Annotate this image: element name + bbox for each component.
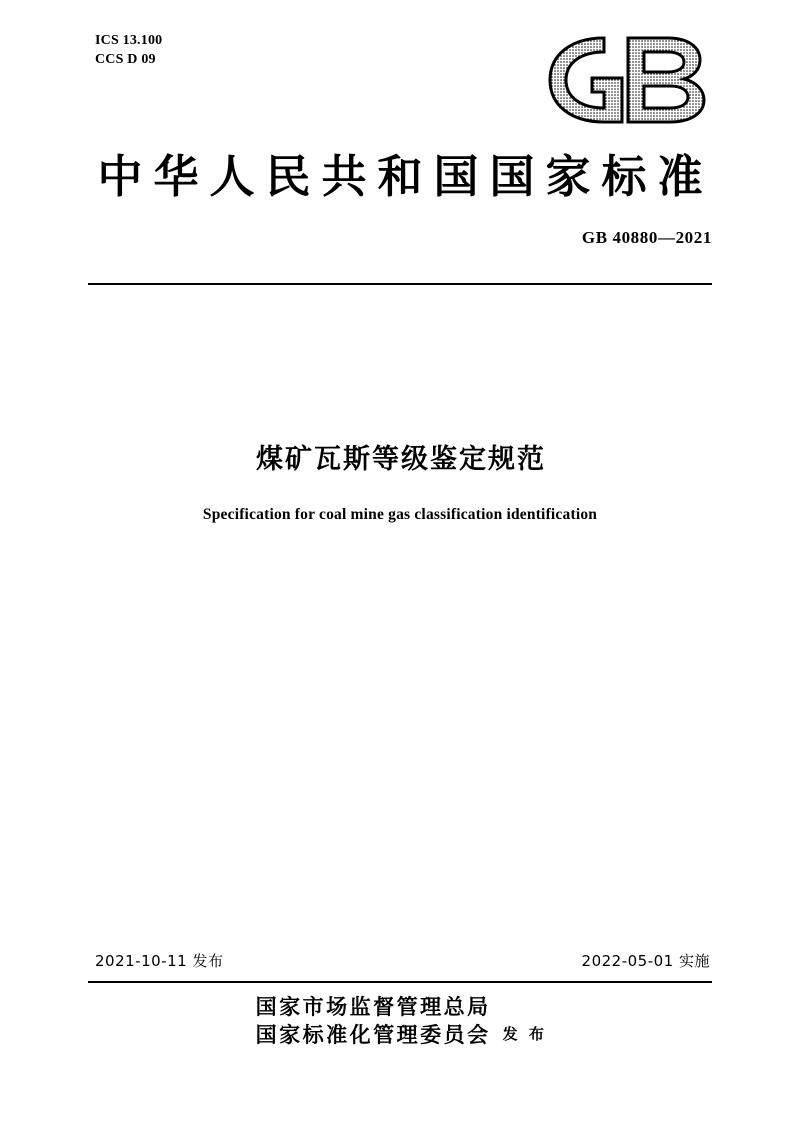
issue-date: 2021-10-11 发布 xyxy=(95,952,224,970)
effective-date: 2022-05-01 实施 xyxy=(581,952,710,970)
header-divider xyxy=(88,283,712,285)
document-title-chinese: 煤矿瓦斯等级鉴定规范 xyxy=(256,444,546,475)
publisher-line-1: 国家市场监督管理总局 xyxy=(255,995,491,1019)
publisher-block xyxy=(0,993,800,1050)
publisher-names xyxy=(253,993,491,1050)
document-title-english: Specification for coal mine gas classification identification xyxy=(202,506,598,523)
national-standard-title: 中华人民共和国国家标准 xyxy=(97,150,714,203)
standard-number: GB 40880—2021 xyxy=(581,228,712,247)
ics-ccs-block xyxy=(95,32,162,70)
gb-logo-icon xyxy=(542,34,712,126)
ccs-code: CCS D 09 xyxy=(95,51,156,67)
publisher-action-label: 发 布 xyxy=(502,1024,547,1043)
ics-code: ICS 13.100 xyxy=(95,33,163,48)
publisher-line-2: 国家标准化管理委员会 xyxy=(255,1023,491,1048)
footer-divider xyxy=(88,981,712,983)
